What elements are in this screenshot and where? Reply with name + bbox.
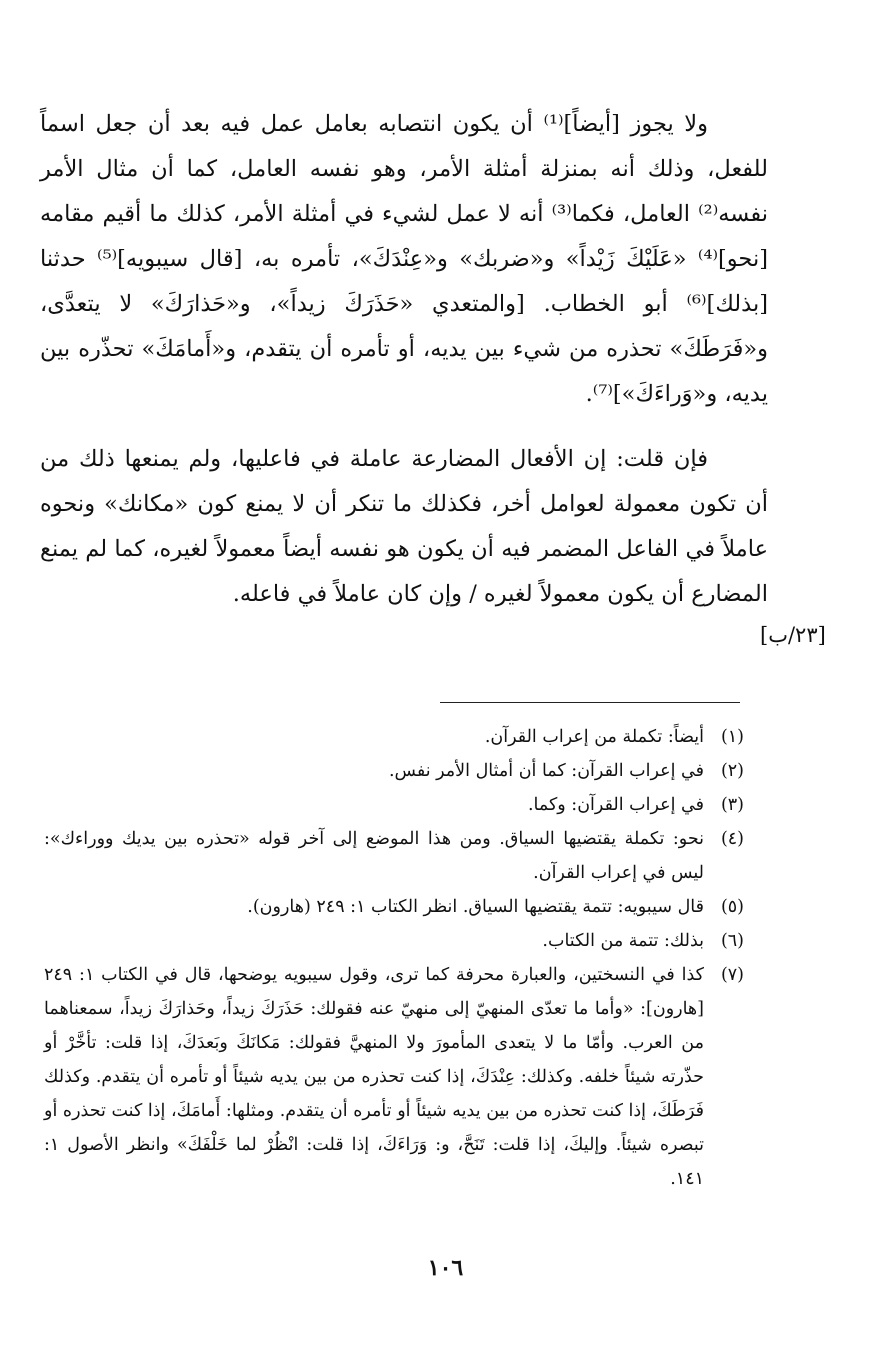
footnote-number: (١) <box>720 727 744 747</box>
footnote-item <box>44 788 744 822</box>
footnote-separator <box>440 702 740 703</box>
footnote-item <box>44 958 744 1196</box>
footnotes-list <box>44 720 744 1196</box>
footnote-number: (٧) <box>720 965 744 985</box>
body-paragraph-2: فإن قلت: إن الأفعال المضارعة عاملة في فاعليها، ولم يمنعها ذلك من أن تكون معمولة لعوامل أخر، فكذلك ما تنكر أن لا يمنع كون «مكانك» ونحوه عاملاً في الفاعل المضمر فيه أن يكون هو نفسه أيضاً معمولاً لغيره، كما لم يمنع المضارع أن يكون معمولاً لغيره / وإن كان عاملاً في فاعله. <box>40 446 768 607</box>
main-text <box>40 102 768 617</box>
footnote-number: (٦) <box>720 931 744 951</box>
footnote-text: قال سيبويه: تتمة يقتضيها السياق. انظر الكتاب ١: ٢٤٩ (هارون). <box>247 897 704 917</box>
footnote-number: (٢) <box>720 761 744 781</box>
footnote-number: (٣) <box>720 795 744 815</box>
footnote-text: بذلك: تتمة من الكتاب. <box>542 931 704 951</box>
footnote-number: (٤) <box>720 829 744 849</box>
body-paragraph-1: ولا يجوز [أيضاً]⁽¹⁾ أن يكون انتصابه بعامل عمل فيه بعد أن جعل اسماً للفعل، وذلك أنه بمنزلة أمثلة الأمر، وهو نفسه العامل، كما أن مثال الأمر نفسه⁽²⁾ العامل، فكما⁽³⁾ أنه لا عمل لشيء في أمثلة الأمر، كذلك ما أقيم مقامه [نحو]⁽⁴⁾ «عَلَيْكَ زَيْداً» و«ضربك» و«عِنْدَكَ»، تأمره به، [قال سيبويه]⁽⁵⁾ حدثنا [بذلك]⁽⁶⁾ أبو الخطاب. [والمتعدي «حَذَرَكَ زيداً»، و«حَذارَكَ» لا يتعدَّى، و«فَرَطَكَ» تحذره من شيء بين يديه، أو تأمره أن يتقدم، و«أَمامَكَ» تحذّره بين يديه، و«وَراءَكَ»]⁽⁷⁾. <box>40 111 768 407</box>
footnote-text: في إعراب القرآن: وكما. <box>527 795 704 815</box>
footnote-item <box>44 754 744 788</box>
margin-folio-marker: [٢٣/ب] <box>760 623 826 647</box>
page-number: ١٠٦ <box>427 1255 464 1281</box>
footnote-item <box>44 720 744 754</box>
footnote-item <box>44 890 744 924</box>
footnote-text: أيضاً: تكملة من إعراب القرآن. <box>484 727 704 747</box>
footnote-text: في إعراب القرآن: كما أن أمثال الأمر نفس. <box>388 761 704 781</box>
footnote-item <box>44 822 744 890</box>
footnote-text: كذا في النسختين، والعبارة محرفة كما ترى، وقول سيبويه يوضحها، قال في الكتاب ١: ٢٤٩ [هارون]: «وأما ما تعدّى المنهيّ إلى منهيّ عنه فقولك: حَذَرَكَ زيداً، وحَذارَكَ زيداً، سمعناهما من العرب. وأمّا ما لا يتعدى المأمورَ ولا المنهيَّ فقولك: مَكانَكَ وبَعدَكَ، إذا قلت: تأخَّرْ أو حذّرته شيئاً خلفه. وكذلك: عِنْدَكَ، إذا كنت تحذره من بين يديه شيئاً أو تأمره أن يتقدم. وكذلك فَرَطَكَ، إذا كنت تحذره من بين يديه شيئاً أو تأمره أن يتقدم. ومثلها: أَمامَكَ، إذا كنت تحذره أو تبصره شيئاً. وإليكَ، إذا قلت: تَنَحَّ، و: وَرَاءَكَ، إذا قلت: انْظُرْ لما خَلْفَكَ» وانظر الأصول ١: ١٤١. <box>44 965 704 1189</box>
footnote-text: نحو: تكملة يقتضيها السياق. ومن هذا الموضع إلى آخر قوله «تحذره بين يديك ووراءك»: ليس في إعراب القرآن. <box>44 829 704 883</box>
footnote-number: (٥) <box>720 897 744 917</box>
footnote-item <box>44 924 744 958</box>
